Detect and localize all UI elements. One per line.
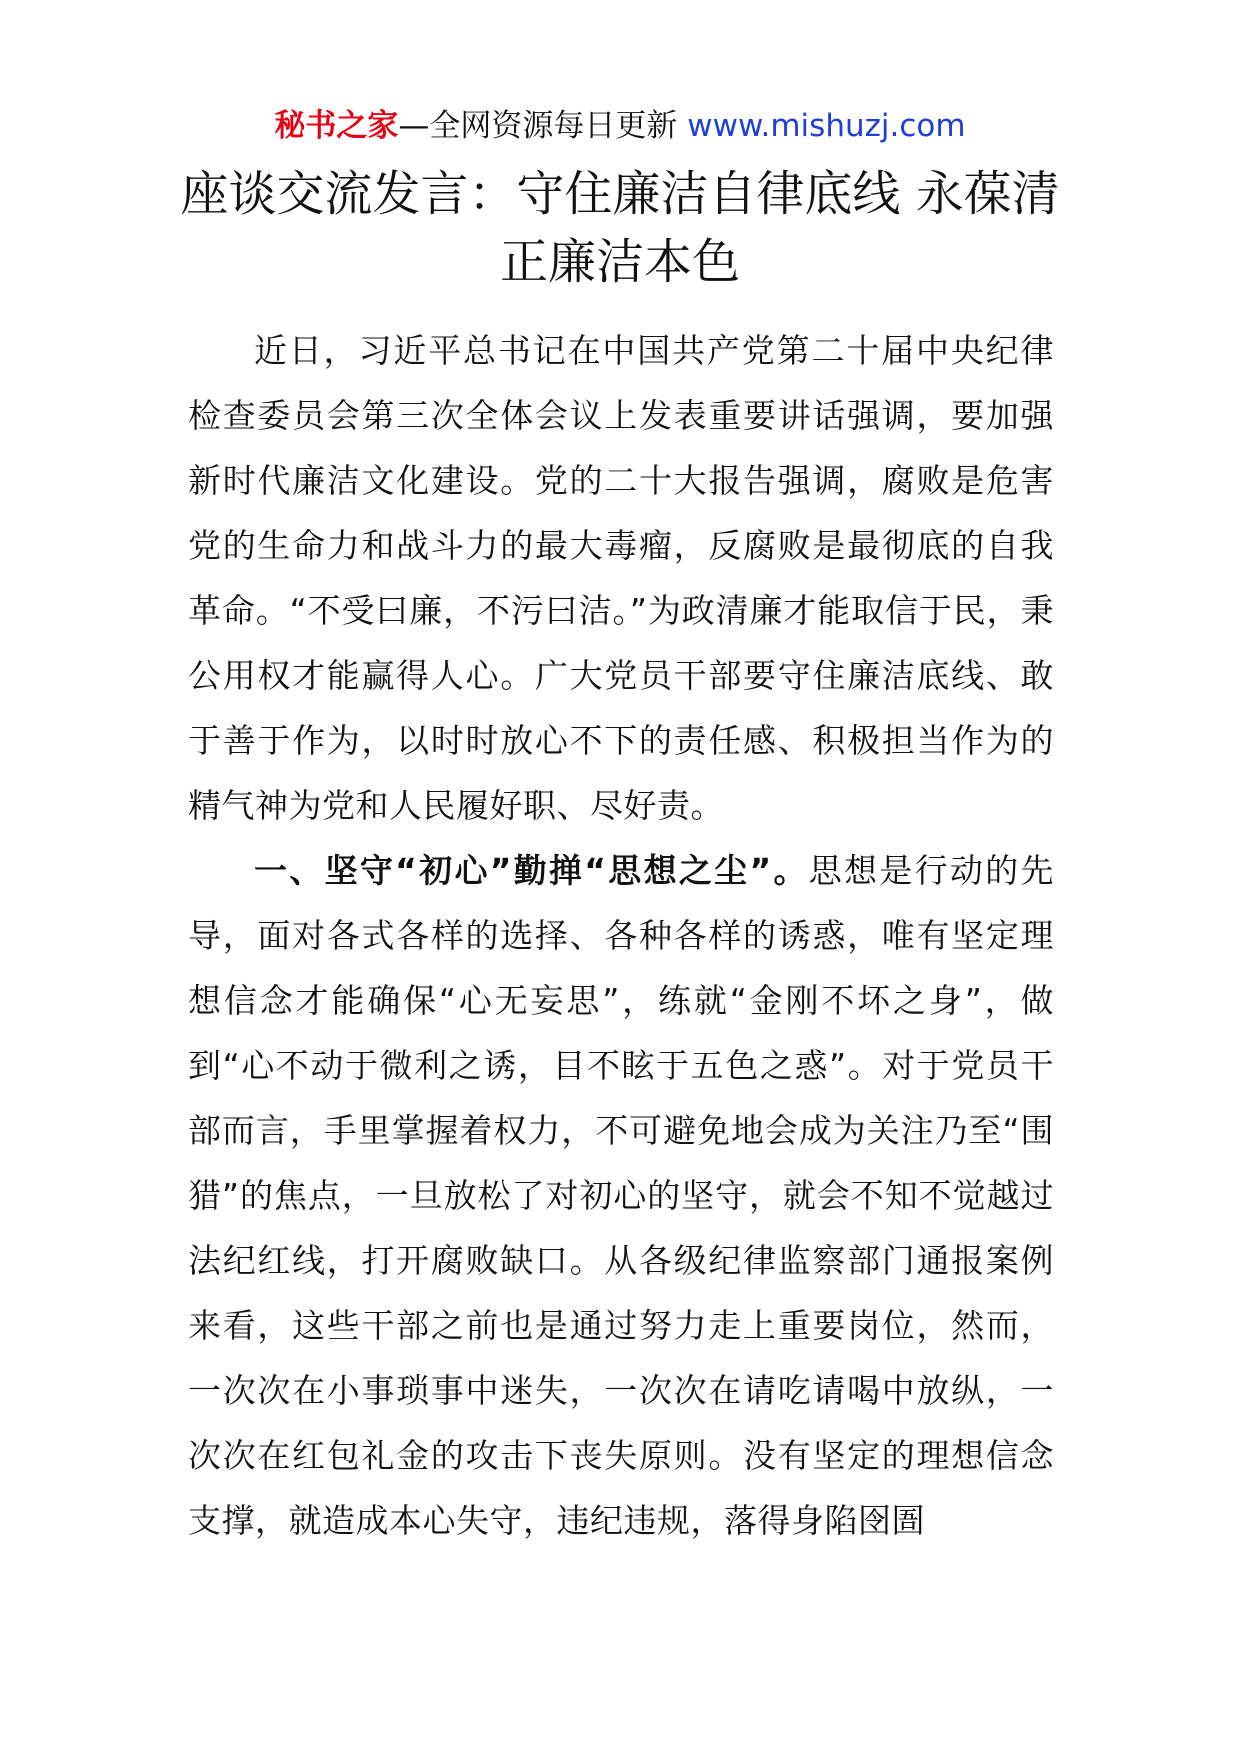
site-url-link[interactable]: www.mishuzj.com xyxy=(687,108,966,144)
document-title: 座谈交流发言：守住廉洁自律底线 永葆清正廉洁本色 xyxy=(180,166,1060,290)
header-tagline: —全网资源每日更新 xyxy=(398,108,688,144)
paragraph-section-1 xyxy=(188,838,1054,1553)
site-header xyxy=(0,104,1240,148)
paragraph-intro: 近日，习近平总书记在中国共产党第二十届中央纪律检查委员会第三次全体会议上发表重要讲话强调，要加强新时代廉洁文化建设。党的二十大报告强调，腐败是危害党的生命力和战斗力的最大毒瘤，反腐败是最彻底的自我革命。“不受曰廉，不污曰洁。”为政清廉才能取信于民，秉公用权才能赢得人心。广大党员干部要守住廉洁底线、敢于善于作为，以时时放心不下的责任感、积极担当作为的精气神为党和人民履好职、尽好责。 xyxy=(188,331,1054,825)
section-heading: 一、坚守“初心”勤掸“思想之尘”。 xyxy=(254,851,809,890)
section-body-text: 思想是行动的先导，面对各式各样的选择、各种各样的诱惑，唯有坚定理想信念才能确保“心无妄思”，练就“金刚不坏之身”，做到“心不动于微利之诱，目不眩于五色之惑”。对于党员干部而言，手里掌握着权力，不可避免地会成为关注乃至“围猎”的焦点，一旦放松了对初心的坚守，就会不知不觉越过法纪红线，打开腐败缺口。从各级纪律监察部门通报案例来看，这些干部之前也是通过努力走上重要岗位，然而，一次次在小事琐事中迷失，一次次在请吃请喝中放纵，一次次在红包礼金的攻击下丧失原则。没有坚定的理想信念支撑，就造成本心失守，违纪违规，落得身陷囹圄 xyxy=(188,851,1054,1540)
document-body xyxy=(188,318,1054,1553)
brand-name: 秘书之家 xyxy=(274,108,399,144)
